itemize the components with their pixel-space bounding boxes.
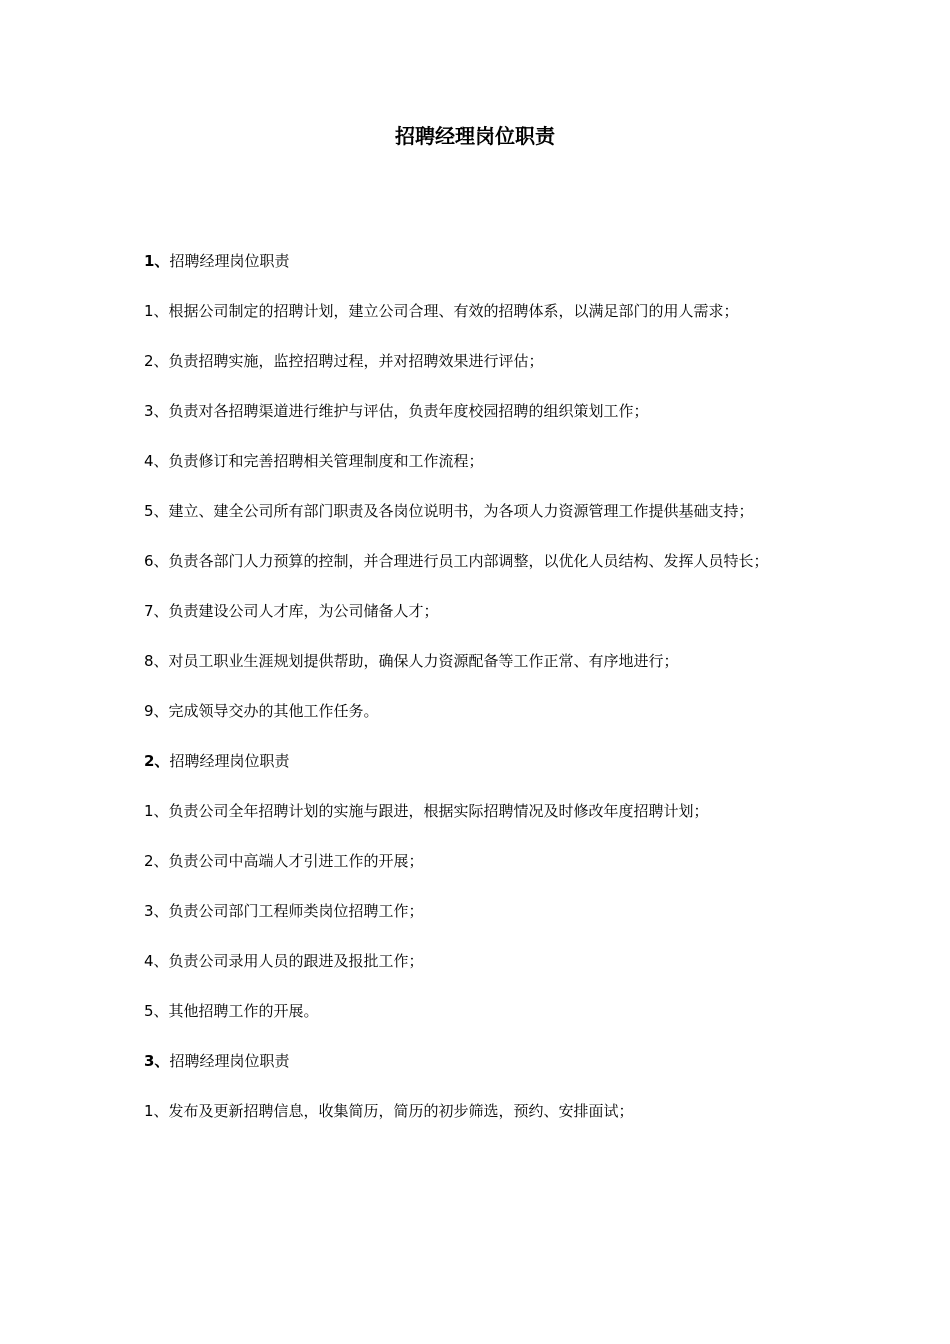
list-item: 1、负责公司全年招聘计划的实施与跟进，根据实际招聘情况及时修改年度招聘计划； (144, 802, 709, 820)
section-heading-text: 招聘经理岗位职责 (169, 1052, 290, 1070)
list-item: 5、建立、建全公司所有部门职责及各岗位说明书，为各项人力资源管理工作提供基础支持； (144, 502, 754, 520)
list-item: 1、发布及更新招聘信息，收集简历，简历的初步筛选，预约、安排面试； (144, 1102, 634, 1120)
list-item: 2、负责公司中高端人才引进工作的开展； (144, 852, 424, 870)
section-heading (144, 1049, 810, 1074)
list-item: 8、对员工职业生涯规划提供帮助，确保人力资源配备等工作正常、有序地进行； (144, 652, 679, 670)
list-item: 1、根据公司制定的招聘计划，建立公司合理、有效的招聘体系，以满足部门的用人需求； (144, 302, 739, 320)
section-number: 2、 (144, 752, 170, 770)
list-item: 5、其他招聘工作的开展。 (144, 1002, 319, 1020)
list-item: 4、负责公司录用人员的跟进及报批工作； (144, 952, 424, 970)
section-heading-text: 招聘经理岗位职责 (169, 252, 290, 270)
document-body (144, 249, 810, 1124)
list-item: 3、负责公司部门工程师类岗位招聘工作； (144, 902, 424, 920)
list-item: 2、负责招聘实施，监控招聘过程，并对招聘效果进行评估； (144, 352, 544, 370)
section-heading (144, 249, 810, 274)
list-item: 4、负责修订和完善招聘相关管理制度和工作流程； (144, 452, 484, 470)
list-item: 3、负责对各招聘渠道进行维护与评估，负责年度校园招聘的组织策划工作； (144, 402, 649, 420)
list-item: 7、负责建设公司人才库，为公司储备人才； (144, 602, 439, 620)
list-item: 9、完成领导交办的其他工作任务。 (144, 702, 379, 720)
section-heading-text: 招聘经理岗位职责 (169, 752, 290, 770)
section-heading (144, 749, 810, 774)
list-item: 6、负责各部门人力预算的控制，并合理进行员工内部调整，以优化人员结构、发挥人员特长； (144, 552, 769, 570)
document-title: 招聘经理岗位职责 (395, 124, 555, 148)
section-number: 3、 (144, 1052, 170, 1070)
section-number: 1、 (144, 252, 170, 270)
